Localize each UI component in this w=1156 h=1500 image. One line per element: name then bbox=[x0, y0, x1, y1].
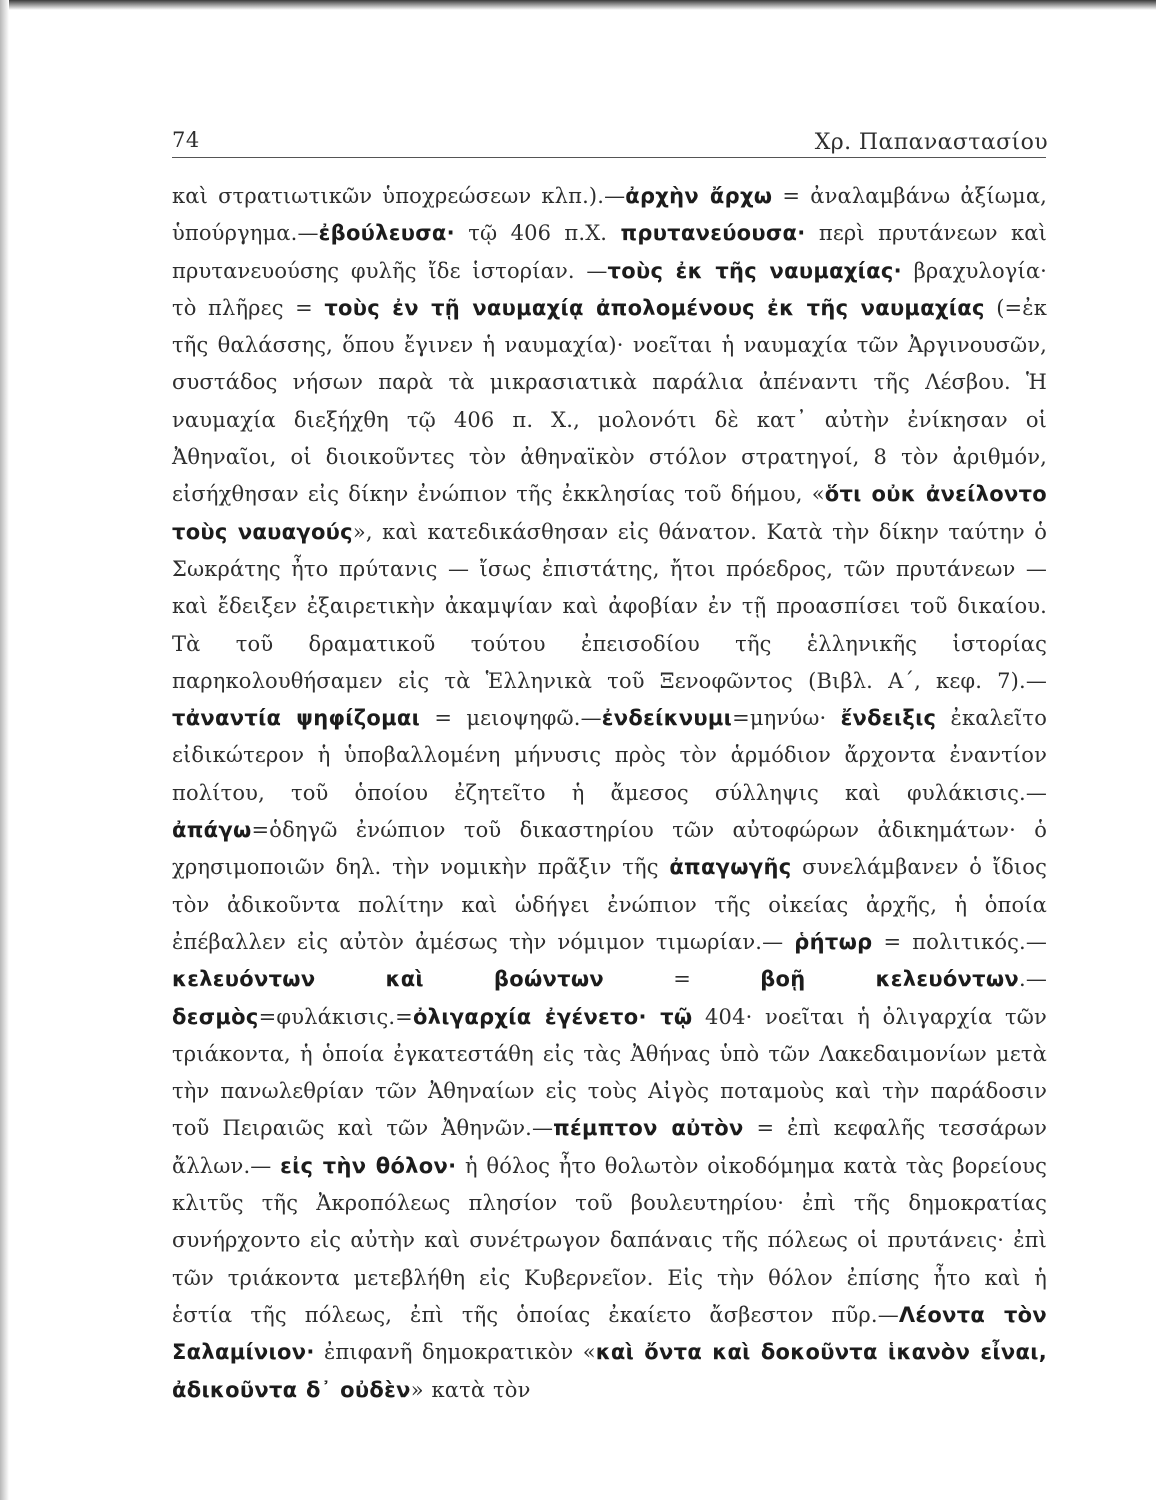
commentary-text: .— bbox=[1019, 967, 1047, 992]
lemma-term: τἀναντία ψηφίζομαι bbox=[172, 706, 421, 731]
running-title: Χρ. Παπαναστασίου bbox=[814, 130, 1048, 155]
lemma-term: ἐβούλευσα· bbox=[318, 221, 455, 246]
commentary-text: ἡ θόλος ἦτο θολωτὸν οἰκοδόμημα κατὰ τὰς βορείους κλιτῦς τῆς Ἀκροπόλεως πλησίον τοῦ βουλευτηρίου· ἐπὶ τῆς δημοκρατίας συνήρχοντο εἰς αὐτὴν καὶ συνέτρωγον δαπάναις τῆς πόλεως οἱ πρυτάνεις· ἐπὶ τῶν τριάκοντα μετεβλήθη εἰς Κυβερνεῖον. Εἰς τὴν θόλον ἐπίσης ἦτο καὶ ἡ ἑστία τῆς πόλεως, ἐπὶ τῆς ὁποίας ἐκαίετο ἄσβεστον πῦρ.— bbox=[172, 1153, 1047, 1327]
commentary-text: 404· νοεῖται ἡ ὀλιγαρχία τῶν τριάκοντα, ἡ ὁποία ἐγκατεστάθη εἰς τὰς Ἀθήνας ὑπὸ τῶν Λακεδαιμονίων μετὰ τὴν πανωλεθρίαν τῶν Ἀθηναίων εἰς τοὺς Αἰγὸς ποταμοὺς καὶ τὴν παράδοσιν τοῦ Πειραιῶς καὶ τῶν Ἀθηνῶν.— bbox=[172, 1004, 1047, 1141]
lemma-term: καὶ ὄντα καὶ δοκοῦντα ἱκανὸν εἶναι, ἀδικοῦντα δ᾽ οὐδὲν bbox=[172, 1340, 1047, 1402]
commentary-text: τῷ 406 π.Χ. bbox=[454, 221, 621, 246]
commentary-text: =ὁδηγῶ ἐνώπιον τοῦ δικαστηρίου τῶν αὐτοφώρων ἀδικημάτων· ὁ χρησιμοποιῶν δηλ. τὴν νομικὴν πρᾶξιν τῆς bbox=[172, 818, 1047, 880]
scan-edge-left bbox=[0, 0, 9, 1500]
commentary-text: ἐπιφανῆ δημοκρατικὸν « bbox=[314, 1340, 596, 1365]
commentary-text: = μειοψηφῶ.— bbox=[420, 706, 602, 731]
lemma-term: ὀλιγαρχία ἐγένετο· τῷ bbox=[412, 1004, 693, 1029]
lemma-term: πρυτανεύουσα· bbox=[620, 221, 806, 246]
lemma-term: ἀπαγωγῆς bbox=[669, 855, 792, 880]
commentary-text: περὶ πρυτάνεων καὶ πρυτανευούσης φυλῆς ἴδε ἱστορίαν. — bbox=[172, 221, 1047, 283]
lemma-term: ἀρχὴν ἄρχω bbox=[625, 184, 773, 208]
commentary-text: = πολιτικός.— bbox=[872, 929, 1047, 954]
commentary-text: = ἀναλαμβάνω ἀξίωμα, ὑπούργημα.— bbox=[172, 184, 1047, 246]
commentary-text: = bbox=[604, 967, 761, 992]
commentary-text: =φυλάκισις.= bbox=[258, 1004, 413, 1029]
lemma-term: ἀπάγω bbox=[172, 818, 252, 843]
lemma-term: βοῇ κελευόντων bbox=[760, 967, 1020, 992]
lemma-term: ἔνδειξις bbox=[840, 706, 937, 731]
commentary-text: βραχυλογία· τὸ πλῆρες = bbox=[172, 258, 1047, 320]
commentary-text: = ἐπὶ κεφαλῆς τεσσάρων ἄλλων.— bbox=[172, 1116, 1047, 1178]
commentary-text: (=ἐκ τῆς θαλάσσης, ὅπου ἔγινεν ἡ ναυμαχία)· νοεῖται ἡ ναυμαχία τῶν Ἀργινουσῶν, συστάδος νήσων παρὰ τὰ μικρασιατικὰ παράλια ἀπέναντι τῆς Λέσβου. Ἡ ναυμαχία διεξήχθη τῷ 406 π. Χ., μολονότι δὲ κατ᾽ αὐτὴν ἐνίκησαν οἱ Ἀθηναῖοι, οἱ διοικοῦντες τὸν ἀθηναϊκὸν στόλον στρατηγοί, 8 τὸν ἀριθμόν, εἰσήχθησαν εἰς δίκην ἐνώπιον τῆς ἐκκλησίας τοῦ δήμου, « bbox=[172, 295, 1047, 507]
lemma-term: ὅτι οὐκ ἀνείλοντο τοὺς ναυαγούς bbox=[172, 482, 1047, 544]
commentary-paragraph bbox=[172, 178, 1047, 1409]
commentary-text: καὶ στρατιωτικῶν ὑποχρεώσεων κλπ.).— bbox=[172, 184, 626, 208]
lemma-term: τοὺς ἐκ τῆς ναυμαχίας· bbox=[607, 258, 902, 283]
lemma-term: Λέοντα τὸν Σαλαμίνιον· bbox=[172, 1302, 1047, 1365]
lemma-term: ἐνδείκνυμι bbox=[601, 706, 733, 731]
commentary-text: συνελάμβανεν ὁ ἴδιος τὸν ἀδικοῦντα πολίτην καὶ ὡδήγει ἐνώπιον τῆς οἰκείας ἀρχῆς, ἡ ὁποία ἐπέβαλλεν εἰς αὐτὸν ἀμέσως τὴν νόμιμον τιμωρίαν.— bbox=[172, 855, 1048, 954]
header-rule bbox=[172, 157, 1046, 158]
commentary-text: =μηνύω· bbox=[732, 706, 841, 731]
lemma-term: δεσμὸς bbox=[172, 1004, 259, 1029]
commentary-text: ἐκαλεῖτο εἰδικώτερον ἡ ὑποβαλλομένη μήνυσις πρὸς τὸν ἁρμόδιον ἄρχοντα ἐναντίον πολίτου, τοῦ ὁποίου ἐζητεῖτο ἡ ἄμεσος σύλληψις καὶ φυλάκισις.— bbox=[172, 706, 1047, 805]
lemma-term: κελευόντων καὶ βοώντων bbox=[172, 967, 604, 992]
scan-edge-top bbox=[0, 0, 1156, 10]
lemma-term: πέμπτον αὐτὸν bbox=[553, 1116, 744, 1141]
page-number: 74 bbox=[172, 128, 200, 152]
lemma-term: ῥήτωρ bbox=[794, 929, 873, 954]
commentary-text: » κατὰ τὸν bbox=[410, 1377, 531, 1402]
commentary-text: », καὶ κατεδικάσθησαν εἰς θάνατον. Κατὰ τὴν δίκην ταύτην ὁ Σωκράτης ἦτο πρύτανις — ἴσως ἐπιστάτης, ἤτοι πρόεδρος, τῶν πρυτάνεων — καὶ ἔδειξεν ἐξαιρετικὴν ἀκαμψίαν καὶ ἀφοβίαν ἐν τῇ προασπίσει τοῦ δικαίου. Τὰ τοῦ δραματικοῦ τούτου ἐπεισοδίου τῆς ἑλληνικῆς ἱστορίας παρηκολουθήσαμεν εἰς τὰ Ἑλληνικὰ τοῦ Ξενοφῶντος (Βιβλ. Α΄, κεφ. 7).— bbox=[172, 519, 1047, 693]
lemma-term: εἰς τὴν θόλον· bbox=[280, 1153, 457, 1178]
lemma-term: τοὺς ἐν τῇ ναυμαχίᾳ ἀπολομένους ἐκ τῆς ναυμαχίας bbox=[324, 295, 985, 320]
